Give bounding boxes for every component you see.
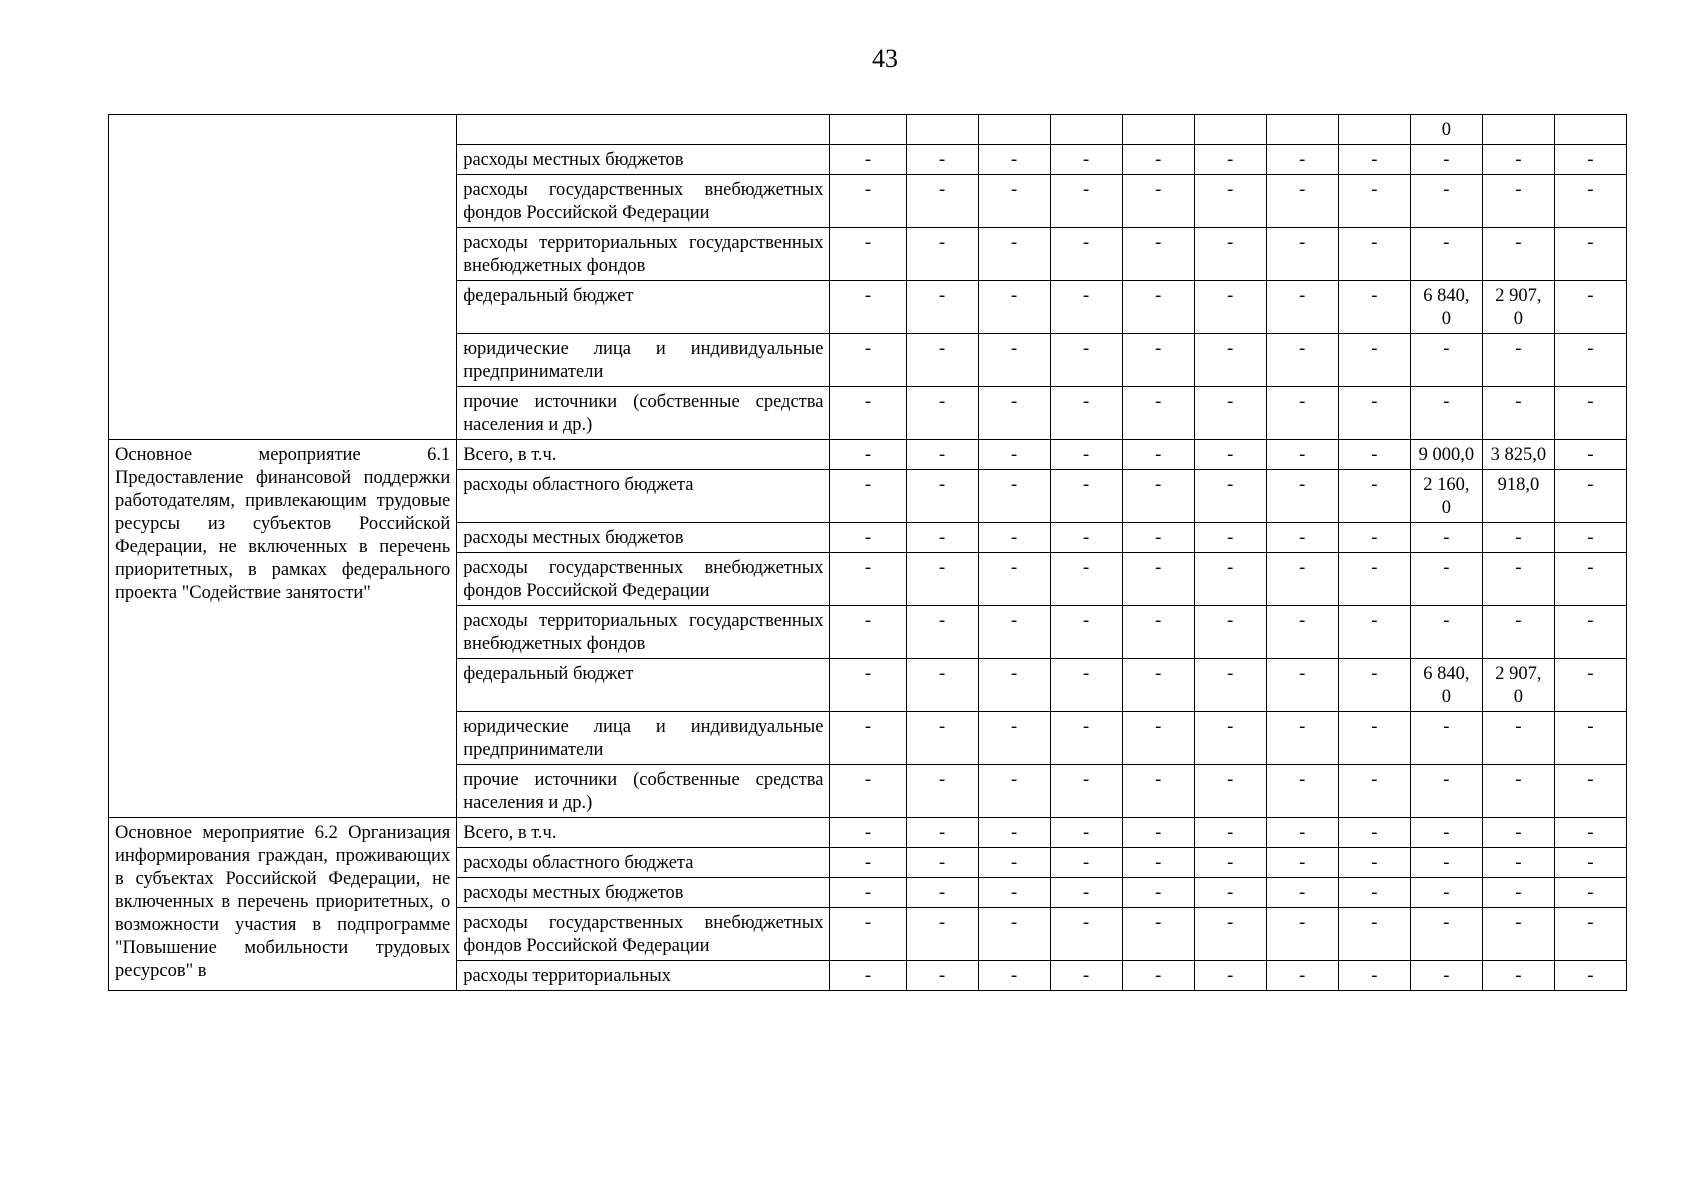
value-cell: - [1194, 387, 1266, 440]
value-cell: - [1410, 145, 1482, 175]
value-cell: - [978, 523, 1050, 553]
funding-source-cell [457, 115, 830, 145]
value-cell: - [830, 281, 906, 334]
value-cell [906, 115, 978, 145]
funding-source-cell: юридические лица и индивидуальные предприниматели [457, 334, 830, 387]
value-cell: - [1410, 523, 1482, 553]
value-cell: - [830, 765, 906, 818]
value-cell: - [906, 440, 978, 470]
value-cell: - [1338, 908, 1410, 961]
value-cell: - [1050, 387, 1122, 440]
value-cell: - [1554, 659, 1626, 712]
value-cell: - [1122, 523, 1194, 553]
value-cell: - [1266, 523, 1338, 553]
value-cell: - [1194, 553, 1266, 606]
value-cell: - [1194, 175, 1266, 228]
value-cell: - [1122, 908, 1194, 961]
value-cell: - [1338, 228, 1410, 281]
value-cell: - [978, 553, 1050, 606]
value-cell: - [906, 145, 978, 175]
value-cell: - [830, 523, 906, 553]
value-cell: - [1050, 175, 1122, 228]
value-cell: - [906, 387, 978, 440]
funding-source-cell: расходы государственных внебюджетных фондов Российской Федерации [457, 908, 830, 961]
value-cell: - [1482, 765, 1554, 818]
value-cell: - [1410, 228, 1482, 281]
funding-source-cell: расходы областного бюджета [457, 848, 830, 878]
value-cell: - [1122, 145, 1194, 175]
value-cell: - [1410, 553, 1482, 606]
value-cell: - [1482, 228, 1554, 281]
funding-source-cell: расходы местных бюджетов [457, 145, 830, 175]
value-cell: - [906, 334, 978, 387]
value-cell: - [978, 470, 1050, 523]
value-cell: - [1266, 818, 1338, 848]
value-cell: - [1194, 228, 1266, 281]
value-cell: 3 825,0 [1482, 440, 1554, 470]
value-cell: - [1266, 659, 1338, 712]
value-cell: - [1194, 606, 1266, 659]
value-cell: - [1194, 281, 1266, 334]
value-cell: - [1338, 334, 1410, 387]
funding-source-cell: расходы государственных внебюджетных фондов Российской Федерации [457, 175, 830, 228]
value-cell: - [1482, 606, 1554, 659]
value-cell: - [830, 553, 906, 606]
value-cell: - [1050, 523, 1122, 553]
value-cell: - [978, 908, 1050, 961]
value-cell: - [1554, 553, 1626, 606]
value-cell: - [1194, 659, 1266, 712]
value-cell: - [1050, 281, 1122, 334]
value-cell: - [1050, 712, 1122, 765]
funding-source-cell: расходы местных бюджетов [457, 523, 830, 553]
value-cell: - [1410, 334, 1482, 387]
value-cell: - [1122, 440, 1194, 470]
value-cell: - [1194, 878, 1266, 908]
value-cell: - [1482, 523, 1554, 553]
value-cell: - [1050, 961, 1122, 991]
value-cell: - [1122, 387, 1194, 440]
value-cell: - [1050, 878, 1122, 908]
value-cell: - [1194, 334, 1266, 387]
event-cell: Основное мероприятие 6.1 Предоставление финансовой поддержки работодателям, привлекающим трудовые ресурсы из субъектов Российской Федерации, не включенных в перечень приоритетных, в рамках федерального проекта "Содействие занятости" [109, 440, 457, 818]
value-cell: - [1554, 281, 1626, 334]
value-cell: - [906, 765, 978, 818]
value-cell: - [1122, 228, 1194, 281]
value-cell: - [1554, 818, 1626, 848]
budget-table [108, 114, 1627, 991]
value-cell: - [1266, 387, 1338, 440]
value-cell: - [1266, 440, 1338, 470]
funding-source-cell: Всего, в т.ч. [457, 440, 830, 470]
value-cell: - [1338, 387, 1410, 440]
value-cell: - [830, 712, 906, 765]
value-cell: - [1338, 553, 1410, 606]
value-cell: - [1482, 145, 1554, 175]
table-row [109, 818, 1627, 848]
funding-source-cell: федеральный бюджет [457, 281, 830, 334]
value-cell: - [1050, 145, 1122, 175]
value-cell: - [1338, 878, 1410, 908]
value-cell: - [1266, 228, 1338, 281]
value-cell: - [906, 659, 978, 712]
value-cell: - [1410, 878, 1482, 908]
value-cell: - [1050, 908, 1122, 961]
value-cell: - [1482, 175, 1554, 228]
funding-source-cell: расходы областного бюджета [457, 470, 830, 523]
value-cell: - [830, 334, 906, 387]
value-cell: - [1266, 961, 1338, 991]
table-body [109, 115, 1627, 991]
value-cell: 2 907, 0 [1482, 659, 1554, 712]
value-cell: - [1482, 961, 1554, 991]
value-cell: - [978, 961, 1050, 991]
value-cell: - [1194, 848, 1266, 878]
value-cell: - [1554, 175, 1626, 228]
value-cell: - [906, 961, 978, 991]
value-cell: - [1194, 712, 1266, 765]
value-cell: - [1266, 281, 1338, 334]
value-cell: - [1338, 765, 1410, 818]
value-cell: - [1194, 765, 1266, 818]
event-cell: Основное мероприятие 6.2 Организация информирования граждан, проживающих в субъектах Российской Федерации, не включенных в перечень приоритетных, о возможности участия в подпрограмме "Повышение мобильности трудовых ресурсов" в [109, 818, 457, 991]
value-cell: - [1266, 145, 1338, 175]
value-cell: - [1338, 523, 1410, 553]
value-cell: 0 [1410, 115, 1482, 145]
value-cell: - [830, 145, 906, 175]
value-cell [978, 115, 1050, 145]
value-cell: - [906, 523, 978, 553]
value-cell: - [906, 606, 978, 659]
value-cell: - [1122, 712, 1194, 765]
funding-source-cell: расходы государственных внебюджетных фондов Российской Федерации [457, 553, 830, 606]
value-cell: - [906, 848, 978, 878]
value-cell: - [1410, 848, 1482, 878]
value-cell: - [1194, 440, 1266, 470]
value-cell: - [1338, 470, 1410, 523]
value-cell: - [978, 712, 1050, 765]
value-cell: - [978, 765, 1050, 818]
value-cell: - [830, 818, 906, 848]
value-cell: - [1410, 961, 1482, 991]
value-cell: - [1482, 553, 1554, 606]
value-cell: 2 160, 0 [1410, 470, 1482, 523]
value-cell: - [1122, 470, 1194, 523]
value-cell: - [1122, 334, 1194, 387]
value-cell: - [1554, 908, 1626, 961]
value-cell: - [1410, 765, 1482, 818]
value-cell: - [1266, 765, 1338, 818]
value-cell: - [1554, 765, 1626, 818]
value-cell: - [830, 606, 906, 659]
event-cell [109, 115, 457, 440]
value-cell: - [1554, 878, 1626, 908]
value-cell: - [1266, 908, 1338, 961]
value-cell: - [830, 470, 906, 523]
value-cell: - [1050, 440, 1122, 470]
value-cell: - [906, 712, 978, 765]
value-cell [1554, 115, 1626, 145]
value-cell: - [1266, 470, 1338, 523]
value-cell: - [1194, 818, 1266, 848]
value-cell: - [978, 878, 1050, 908]
value-cell: - [1338, 848, 1410, 878]
value-cell [1122, 115, 1194, 145]
value-cell: - [1338, 145, 1410, 175]
value-cell: - [978, 440, 1050, 470]
funding-source-cell: расходы местных бюджетов [457, 878, 830, 908]
value-cell: - [830, 848, 906, 878]
value-cell: - [1338, 440, 1410, 470]
value-cell: - [978, 145, 1050, 175]
table-row [109, 115, 1627, 145]
funding-source-cell: расходы территориальных государственных внебюджетных фондов [457, 606, 830, 659]
funding-source-cell: Всего, в т.ч. [457, 818, 830, 848]
value-cell: - [1050, 553, 1122, 606]
funding-source-cell: расходы территориальных государственных внебюджетных фондов [457, 228, 830, 281]
value-cell: - [1338, 961, 1410, 991]
value-cell: - [1554, 440, 1626, 470]
value-cell: 9 000,0 [1410, 440, 1482, 470]
value-cell: - [906, 175, 978, 228]
value-cell: - [978, 334, 1050, 387]
value-cell: - [1194, 908, 1266, 961]
value-cell: - [978, 387, 1050, 440]
value-cell: - [1122, 818, 1194, 848]
value-cell: - [1266, 878, 1338, 908]
value-cell: - [1122, 281, 1194, 334]
value-cell: - [1194, 523, 1266, 553]
value-cell [1050, 115, 1122, 145]
value-cell: - [1122, 878, 1194, 908]
value-cell [1194, 115, 1266, 145]
value-cell [830, 115, 906, 145]
value-cell: - [1410, 818, 1482, 848]
value-cell: - [1482, 848, 1554, 878]
value-cell: - [1410, 387, 1482, 440]
value-cell: - [1482, 908, 1554, 961]
value-cell: - [830, 387, 906, 440]
value-cell: - [1050, 848, 1122, 878]
value-cell: - [1122, 606, 1194, 659]
value-cell: - [1410, 606, 1482, 659]
funding-source-cell: федеральный бюджет [457, 659, 830, 712]
value-cell: - [1122, 848, 1194, 878]
value-cell: - [1554, 145, 1626, 175]
value-cell: - [1554, 523, 1626, 553]
value-cell: - [906, 228, 978, 281]
value-cell: - [978, 228, 1050, 281]
value-cell: - [978, 659, 1050, 712]
funding-source-cell: прочие источники (собственные средства населения и др.) [457, 387, 830, 440]
value-cell: - [1482, 334, 1554, 387]
value-cell: - [830, 175, 906, 228]
value-cell: - [1266, 848, 1338, 878]
funding-source-cell: прочие источники (собственные средства населения и др.) [457, 765, 830, 818]
value-cell: - [1194, 961, 1266, 991]
page-number: 43 [872, 44, 898, 73]
value-cell: - [978, 818, 1050, 848]
value-cell [1482, 115, 1554, 145]
value-cell: - [1194, 145, 1266, 175]
value-cell: - [830, 659, 906, 712]
value-cell: - [906, 818, 978, 848]
value-cell: - [1554, 470, 1626, 523]
value-cell: - [1050, 818, 1122, 848]
value-cell: - [1050, 470, 1122, 523]
value-cell: - [1410, 908, 1482, 961]
value-cell: - [1050, 765, 1122, 818]
value-cell: - [978, 281, 1050, 334]
value-cell: - [830, 908, 906, 961]
value-cell: - [1482, 878, 1554, 908]
value-cell: - [1050, 228, 1122, 281]
value-cell: 2 907, 0 [1482, 281, 1554, 334]
value-cell: - [830, 961, 906, 991]
value-cell: - [1554, 712, 1626, 765]
value-cell: 6 840, 0 [1410, 281, 1482, 334]
value-cell: - [1050, 334, 1122, 387]
value-cell: - [1338, 712, 1410, 765]
value-cell: - [1482, 387, 1554, 440]
value-cell: - [1122, 553, 1194, 606]
value-cell: - [906, 553, 978, 606]
value-cell: - [1410, 712, 1482, 765]
value-cell: - [1554, 387, 1626, 440]
table-row [109, 440, 1627, 470]
value-cell [1338, 115, 1410, 145]
value-cell: - [1554, 848, 1626, 878]
value-cell: - [1122, 961, 1194, 991]
value-cell: - [1266, 334, 1338, 387]
value-cell: - [978, 175, 1050, 228]
value-cell: - [1050, 606, 1122, 659]
value-cell: - [978, 606, 1050, 659]
value-cell: - [906, 281, 978, 334]
value-cell: - [1122, 659, 1194, 712]
value-cell: - [1554, 334, 1626, 387]
value-cell: - [1050, 659, 1122, 712]
value-cell: - [1338, 818, 1410, 848]
value-cell: - [906, 470, 978, 523]
value-cell: - [1338, 659, 1410, 712]
value-cell: - [830, 440, 906, 470]
value-cell: - [1338, 175, 1410, 228]
value-cell: - [1194, 470, 1266, 523]
value-cell: - [1482, 712, 1554, 765]
value-cell: - [1122, 765, 1194, 818]
value-cell: - [1266, 175, 1338, 228]
funding-source-cell: юридические лица и индивидуальные предприниматели [457, 712, 830, 765]
value-cell: - [830, 878, 906, 908]
value-cell: - [1410, 175, 1482, 228]
value-cell: - [1122, 175, 1194, 228]
funding-source-cell: расходы территориальных [457, 961, 830, 991]
value-cell: - [1554, 606, 1626, 659]
value-cell: - [1266, 606, 1338, 659]
value-cell: 6 840, 0 [1410, 659, 1482, 712]
value-cell: - [1338, 281, 1410, 334]
value-cell: - [906, 878, 978, 908]
value-cell: - [1482, 818, 1554, 848]
value-cell: - [1266, 712, 1338, 765]
value-cell: - [830, 228, 906, 281]
value-cell [1266, 115, 1338, 145]
value-cell: - [1554, 961, 1626, 991]
value-cell: 918,0 [1482, 470, 1554, 523]
value-cell: - [978, 848, 1050, 878]
value-cell: - [906, 908, 978, 961]
value-cell: - [1266, 553, 1338, 606]
value-cell: - [1338, 606, 1410, 659]
value-cell: - [1554, 228, 1626, 281]
